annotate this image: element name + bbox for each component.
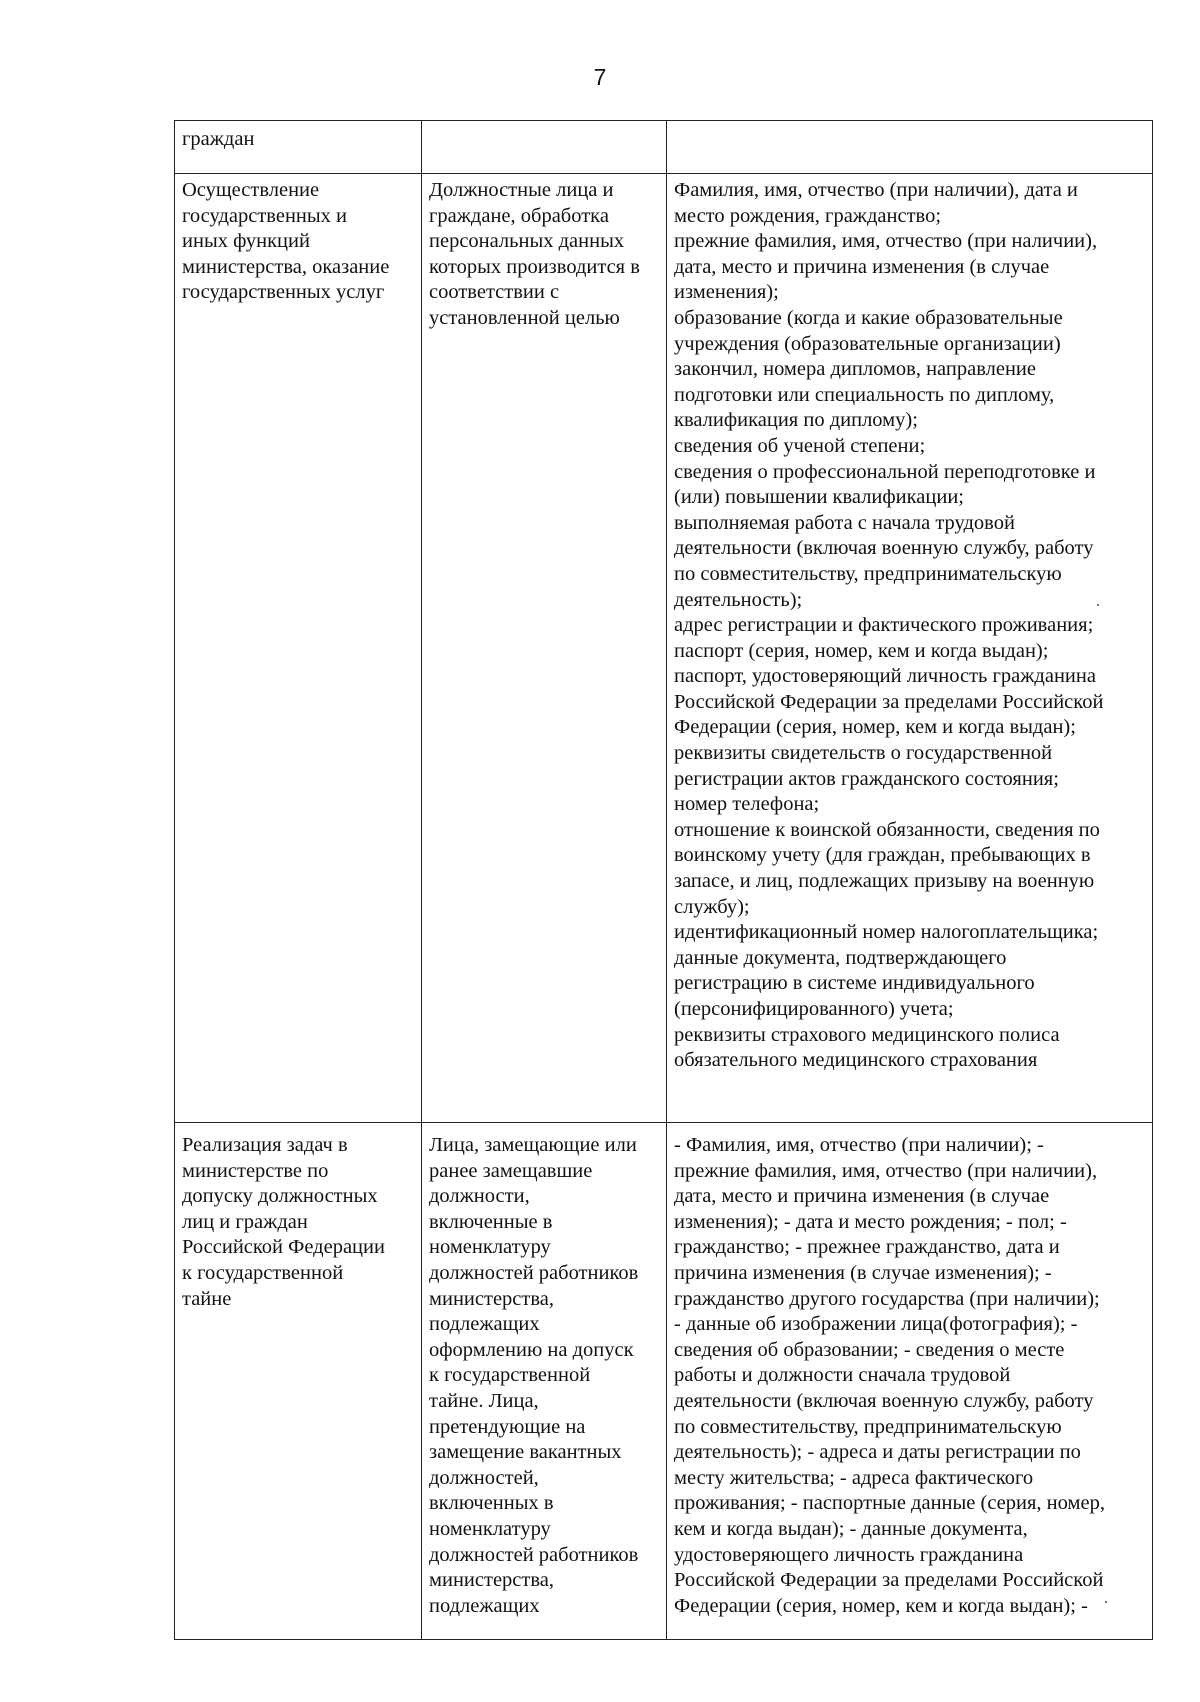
table-row [175,121,1153,174]
purpose-cell: Осуществление государственных и иных функций министерства, оказание государственных услуг [175,174,422,1123]
subjects-cell [422,121,667,174]
page-number: 7 [593,64,607,90]
scan-speck [1105,1601,1107,1603]
data-categories-cell [667,121,1153,174]
data-categories-cell: - Фамилия, имя, отчество (при наличии); - прежние фамилия, имя, отчество (при наличии), дата, место и причина изменения (в случае изменения); - дата и место рождения; - пол; - гражданство; - прежнее гражданство, дата и причина изменения (в случае изменения); - гражданство другого государства (при наличии); - данные об изображении лица(фотография); - сведения об образовании; - сведения о месте работы и должности сначала трудовой деятельности (включая военную службу, работу по совместительству, предпринимательскую деятельность); - адреса и даты регистрации по месту жительства; - адреса фактического проживания; - паспортные данные (серия, номер, кем и когда выдан); - данные документа, удостоверяющего личность гражданина Российской Федерации за пределами Российской Федерации (серия, номер, кем и когда выдан); - [667,1123,1153,1640]
subjects-cell: Должностные лица и граждане, обработка персональных данных которых производится в соответствии с установленной целью [422,174,667,1123]
data-categories-cell: Фамилия, имя, отчество (при наличии), дата и место рождения, гражданство; прежние фамилия, имя, отчество (при наличии), дата, место и причина изменения (в случае изменения); образование (когда и какие образовательные учреждения (образовательные организации) закончил, номера дипломов, направление подготовки или специальность по диплому, квалификация по диплому); сведения об ученой степени; сведения о профессиональной переподготовке и (или) повышении квалификации; выполняемая работа с начала трудовой деятельности (включая военную службу, работу по совместительству, предпринимательскую деятельность); адрес регистрации и фактического проживания; паспорт (серия, номер, кем и когда выдан); паспорт, удостоверяющий личность гражданина Российской Федерации за пределами Российской Федерации (серия, номер, кем и когда выдан); реквизиты свидетельств о государственной регистрации актов гражданского состояния; номер телефона; отношение к воинской обязанности, сведения по воинскому учету (для граждан, пребывающих в запасе, и лиц, подлежащих призыву на военную службу); идентификационный номер налогоплательщика; данные документа, подтверждающего регистрацию в системе индивидуального (персонифицированного) учета; реквизиты страхового медицинского полиса обязательного медицинского страхования [667,174,1153,1123]
table-row [175,174,1153,1123]
purpose-cell: Реализация задач в министерстве по допуску должностных лиц и граждан Российской Федерации к государственной тайне [175,1123,422,1640]
personal-data-table [174,120,1153,1640]
purpose-cell: граждан [175,121,422,174]
scan-speck [1097,604,1099,606]
table-row [175,1123,1153,1640]
subjects-cell: Лица, замещающие или ранее замещавшие должности, включенные в номенклатуру должностей работников министерства, подлежащих оформлению на допуск к государственной тайне. Лица, претендующие на замещение вакантных должностей, включенных в номенклатуру должностей работников министерства, подлежащих [422,1123,667,1640]
